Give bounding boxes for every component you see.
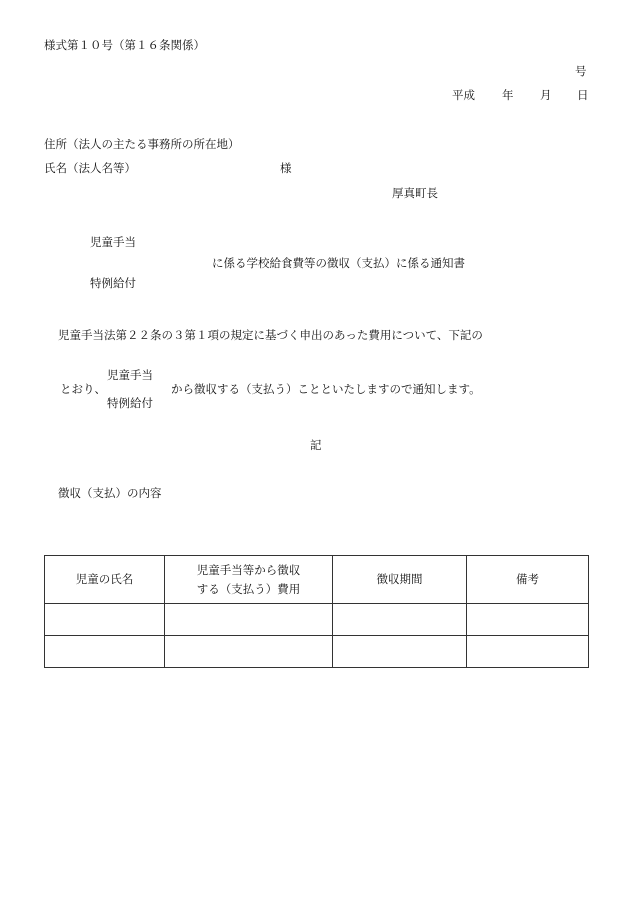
date-year: 年 [502, 88, 514, 102]
address-label: 住所（法人の主たる事務所の所在地） [44, 137, 240, 151]
header-fee-line-1: 児童手当等から徴収 [196, 563, 301, 578]
table-cell[interactable] [467, 636, 589, 668]
document-number-label: 号 [575, 64, 587, 78]
date-era: 平成 [452, 88, 475, 102]
body-option-child-allowance: 児童手当 [107, 368, 153, 382]
date-month: 月 [540, 88, 552, 102]
ki-mark: 記 [310, 438, 322, 452]
name-label: 氏名（法人名等） [44, 161, 136, 175]
table-row [45, 636, 589, 668]
body-option-special-benefit: 特例給付 [107, 396, 153, 410]
table-cell[interactable] [333, 636, 467, 668]
section-heading: 徴収（支払）の内容 [58, 486, 162, 500]
table-cell[interactable] [165, 604, 333, 636]
header-period: 徴収期間 [333, 556, 467, 604]
table-row [45, 604, 589, 636]
table-cell[interactable] [333, 604, 467, 636]
honorific: 様 [280, 161, 292, 175]
header-remarks: 備考 [467, 556, 589, 604]
sender: 厚真町長 [392, 186, 438, 200]
title-main: に係る学校給食費等の徴収（支払）に係る通知書 [212, 256, 465, 270]
header-child-name: 児童の氏名 [45, 556, 165, 604]
body-line-1: 児童手当法第２２条の３第１項の規定に基づく申出のあった費用について、下記の [58, 328, 483, 342]
body-prefix: とおり、 [60, 382, 106, 396]
table-cell[interactable] [467, 604, 589, 636]
collection-table [44, 555, 589, 668]
table-cell[interactable] [45, 604, 165, 636]
title-option-special-benefit: 特例給付 [90, 276, 136, 290]
header-fee [165, 556, 333, 604]
table-header-row [45, 556, 589, 604]
body-suffix: から徴収する（支払う）ことといたしますので通知します。 [171, 382, 481, 396]
table-cell[interactable] [165, 636, 333, 668]
form-number: 様式第１０号（第１６条関係） [44, 38, 205, 52]
header-fee-line-2: する（支払う）費用 [196, 581, 301, 596]
table-cell[interactable] [45, 636, 165, 668]
title-option-child-allowance: 児童手当 [90, 235, 136, 249]
date-day: 日 [577, 88, 589, 102]
